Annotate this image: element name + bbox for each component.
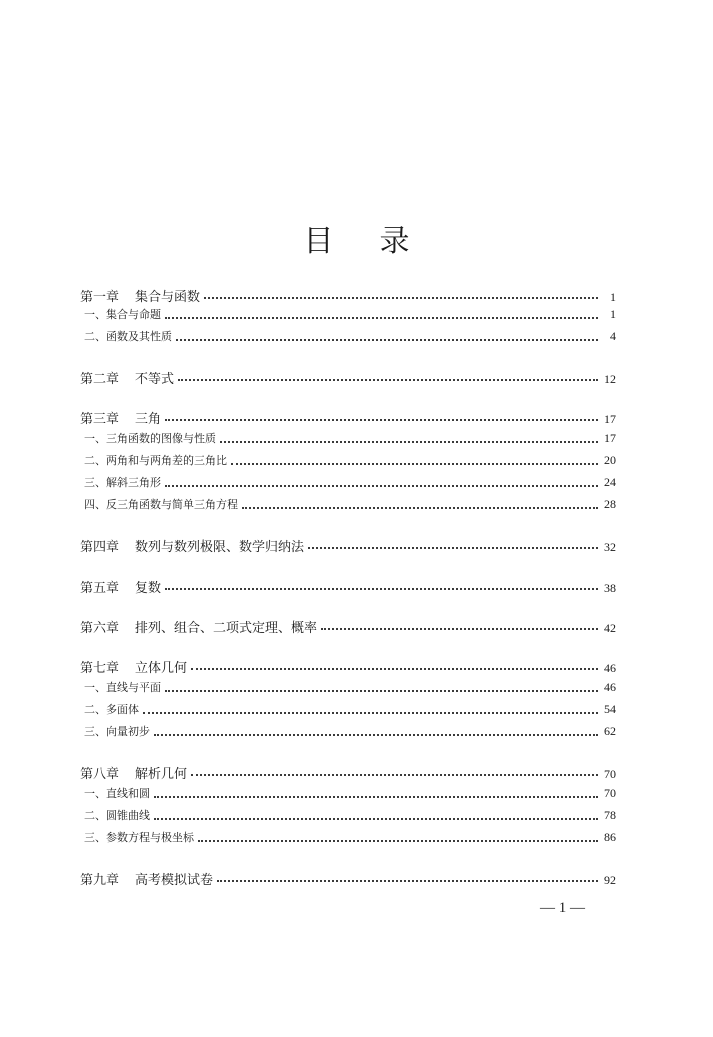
entry-page-number: 28 (604, 497, 616, 511)
toc-section-entry (80, 679, 616, 699)
toc-chapter-entry (80, 869, 616, 889)
toc-section-entry (80, 430, 616, 450)
page-title (0, 216, 713, 260)
entry-title: 立体几何 (135, 661, 188, 676)
toc-chapter-entry (80, 617, 616, 637)
entry-title: 函数及其性质 (106, 330, 172, 343)
entry-title: 高考模拟试卷 (135, 873, 214, 888)
dot-leader (308, 547, 598, 549)
dot-leader (154, 818, 598, 820)
toc-chapter-entry (80, 763, 616, 783)
entry-title: 直线与平面 (106, 681, 161, 694)
entry-title: 多面体 (106, 703, 139, 716)
entry-page-number: 32 (604, 540, 616, 554)
dot-leader (176, 339, 598, 341)
entry-page-number: 92 (604, 873, 616, 887)
dot-leader (198, 840, 598, 842)
toc-section-entry (80, 328, 616, 348)
entry-number: 第四章 (80, 540, 120, 555)
entry-number: 三、 (84, 476, 106, 489)
dot-leader (165, 317, 598, 319)
dot-leader (165, 690, 598, 692)
entry-title: 三角 (135, 412, 162, 427)
dot-leader (231, 463, 598, 465)
entry-title: 复数 (135, 581, 162, 596)
toc-section-entry (80, 701, 616, 721)
entry-title: 两角和与两角差的三角比 (106, 454, 227, 467)
entry-number: 一、 (84, 432, 106, 445)
entry-number: 二、 (84, 703, 106, 716)
entry-number: 第五章 (80, 581, 120, 596)
entry-title: 排列、组合、二项式定理、概率 (135, 621, 318, 636)
entry-title: 向量初步 (106, 725, 150, 738)
dot-leader (154, 796, 598, 798)
entry-page-number: 54 (604, 702, 616, 716)
dot-leader (154, 734, 598, 736)
entry-page-number: 62 (604, 724, 616, 738)
entry-page-number: 4 (610, 329, 616, 343)
toc-chapter-entry (80, 536, 616, 556)
entry-title: 解析几何 (135, 767, 188, 782)
entry-page-number: 78 (604, 808, 616, 822)
entry-page-number: 46 (604, 680, 616, 694)
entry-page-number: 20 (604, 453, 616, 467)
entry-title: 不等式 (135, 372, 175, 387)
dot-leader (165, 485, 598, 487)
entry-number: 三、 (84, 725, 106, 738)
toc-section-entry (80, 306, 616, 326)
entry-page-number: 1 (610, 290, 616, 304)
entry-title: 解斜三角形 (106, 476, 161, 489)
entry-page-number: 12 (604, 372, 616, 386)
entry-title: 圆锥曲线 (106, 809, 150, 822)
entry-page-number: 38 (604, 581, 616, 595)
entry-title: 数列与数列极限、数学归纳法 (135, 540, 305, 555)
entry-number: 一、 (84, 681, 106, 694)
toc-section-entry (80, 496, 616, 516)
entry-page-number: 17 (604, 431, 616, 445)
entry-number: 第六章 (80, 621, 120, 636)
entry-title: 集合与函数 (135, 290, 201, 305)
dot-leader (143, 712, 598, 714)
toc-section-entry (80, 452, 616, 472)
entry-number: 四、 (84, 498, 106, 511)
entry-number: 一、 (84, 787, 106, 800)
entry-number: 第八章 (80, 767, 120, 782)
title-char-1: 目 (303, 224, 334, 259)
entry-page-number: 46 (604, 661, 616, 675)
dot-leader (220, 441, 598, 443)
dot-leader (204, 297, 598, 299)
toc-section-entry (80, 474, 616, 494)
toc-chapter-entry (80, 577, 616, 597)
entry-number: 一、 (84, 308, 106, 321)
toc-section-entry (80, 785, 616, 805)
entry-title: 直线和圆 (106, 787, 150, 800)
entry-page-number: 86 (604, 830, 616, 844)
toc-chapter-entry (80, 657, 616, 677)
entry-title: 三角函数的图像与性质 (106, 432, 216, 445)
dot-leader (242, 507, 598, 509)
entry-number: 二、 (84, 330, 106, 343)
dot-leader (178, 379, 598, 381)
toc-section-entry (80, 829, 616, 849)
toc-chapter-entry (80, 408, 616, 428)
entry-page-number: 42 (604, 621, 616, 635)
entry-number: 第三章 (80, 412, 120, 427)
entry-number: 第二章 (80, 372, 120, 387)
entry-title: 反三角函数与简单三角方程 (106, 498, 238, 511)
entry-page-number: 17 (604, 412, 616, 426)
dot-leader (191, 774, 598, 776)
toc-section-entry (80, 807, 616, 827)
entry-title: 参数方程与极坐标 (106, 831, 194, 844)
title-char-2: 录 (379, 224, 410, 259)
entry-number: 第九章 (80, 873, 120, 888)
dot-leader (217, 880, 598, 882)
entry-number: 二、 (84, 809, 106, 822)
dot-leader (191, 668, 598, 670)
entry-title: 集合与命题 (106, 308, 161, 321)
entry-page-number: 24 (604, 475, 616, 489)
toc-chapter-entry (80, 368, 616, 388)
entry-number: 二、 (84, 454, 106, 467)
entry-page-number: 1 (610, 307, 616, 321)
dot-leader (165, 419, 598, 421)
entry-number: 第七章 (80, 661, 120, 676)
entry-number: 第一章 (80, 290, 120, 305)
toc-section-entry (80, 723, 616, 743)
toc-chapter-entry (80, 286, 616, 306)
dot-leader (165, 588, 598, 590)
entry-page-number: 70 (604, 786, 616, 800)
entry-page-number: 70 (604, 767, 616, 781)
dot-leader (321, 628, 598, 630)
page-number: — 1 — (540, 900, 585, 916)
entry-number: 三、 (84, 831, 106, 844)
